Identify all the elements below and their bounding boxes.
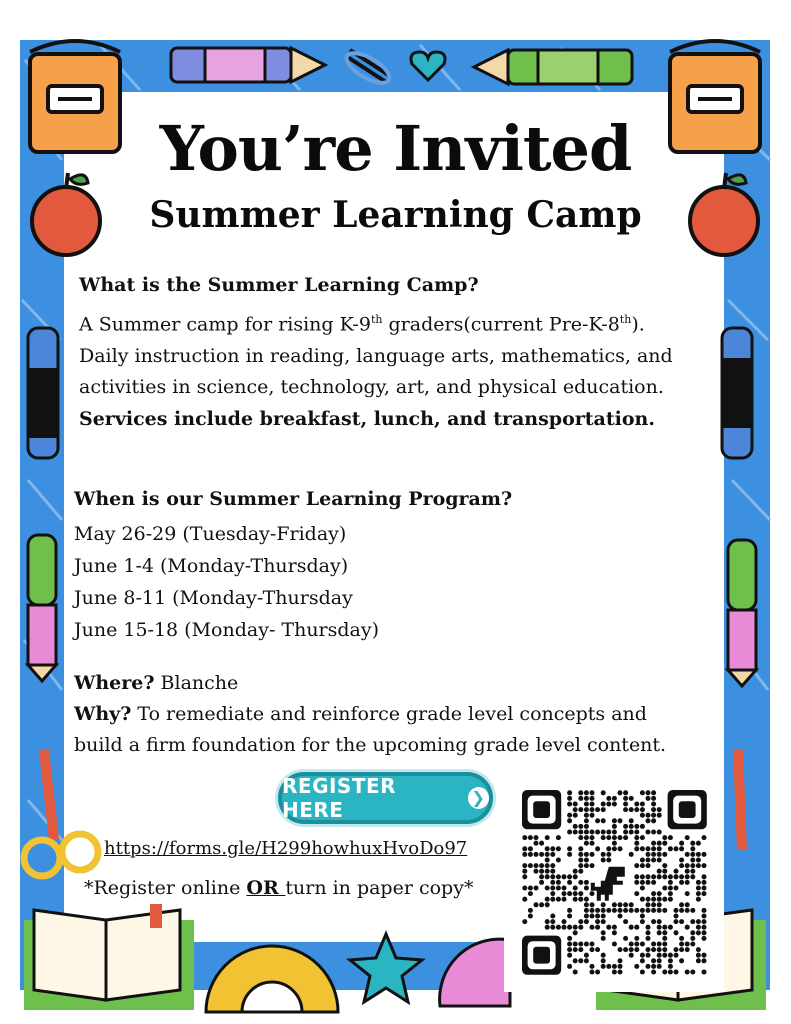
schedule-heading: When is our Summer Learning Program? <box>74 488 513 510</box>
date-item: June 1-4 (Monday-Thursday) <box>74 555 349 577</box>
where-why-section <box>74 668 684 761</box>
about-body: Daily instruction in reading, language arts, mathematics, and activities in science, technology, art, and physical education. <box>79 344 673 399</box>
register-button-label: REGISTER HERE <box>282 774 397 822</box>
pen-icon-left <box>18 525 68 685</box>
register-note-or: OR <box>246 877 286 899</box>
about-services: Services include breakfast, lunch, and transportation. <box>79 407 655 430</box>
schedule-dates <box>74 518 379 646</box>
date-item: June 8-11 (Monday-Thursday <box>74 587 353 609</box>
where-value: Blanche <box>154 672 239 694</box>
register-button[interactable] <box>278 772 493 824</box>
marker-icon-left <box>18 318 68 468</box>
qr-code-graphic <box>504 776 724 992</box>
why-value: To remediate and reinforce grade level concepts and build a firm foundation for the upcoming grade level content. <box>74 703 667 756</box>
registration-link[interactable]: https://forms.gle/H299howhuxHvoDo97 <box>104 838 468 859</box>
pencil-icon-right <box>468 38 638 94</box>
page-title: You’re Invited <box>159 112 632 185</box>
date-item: May 26-29 (Tuesday-Friday) <box>74 523 347 545</box>
page-subtitle: Summer Learning Camp <box>149 194 642 236</box>
open-book-icon-left <box>24 900 194 1010</box>
heart-icon <box>408 48 448 84</box>
where-label: Where? <box>74 672 155 694</box>
about-sup-1: th <box>370 313 383 326</box>
date-item: June 15-18 (Monday- Thursday) <box>74 619 380 641</box>
protractor-icon-pink <box>434 920 514 1010</box>
why-label: Why? <box>74 703 132 725</box>
about-paragraph <box>79 304 719 435</box>
scissors-blade-icon <box>718 740 758 860</box>
about-heading: What is the Summer Learning Camp? <box>79 274 479 296</box>
pencil-icon-left <box>165 36 335 92</box>
pen-icon-right <box>718 530 768 690</box>
chevron-right-icon: ❯ <box>468 787 489 809</box>
about-line1-a: A Summer camp for rising K-9 <box>79 313 371 336</box>
scissors-icon <box>14 740 104 890</box>
star-icon <box>346 930 426 1006</box>
marker-icon-right <box>712 318 762 468</box>
about-line1-b: graders(current Pre-K-8 <box>382 313 620 336</box>
about-sup-2: th <box>619 313 632 326</box>
protractor-icon <box>198 918 348 1018</box>
about-line1-c: ). <box>631 313 645 336</box>
register-note-b: turn in paper copy* <box>285 877 474 899</box>
paperclip-icon <box>338 46 396 90</box>
qr-code[interactable] <box>504 776 724 992</box>
register-note-a: *Register online <box>84 877 247 899</box>
register-note <box>84 877 473 899</box>
